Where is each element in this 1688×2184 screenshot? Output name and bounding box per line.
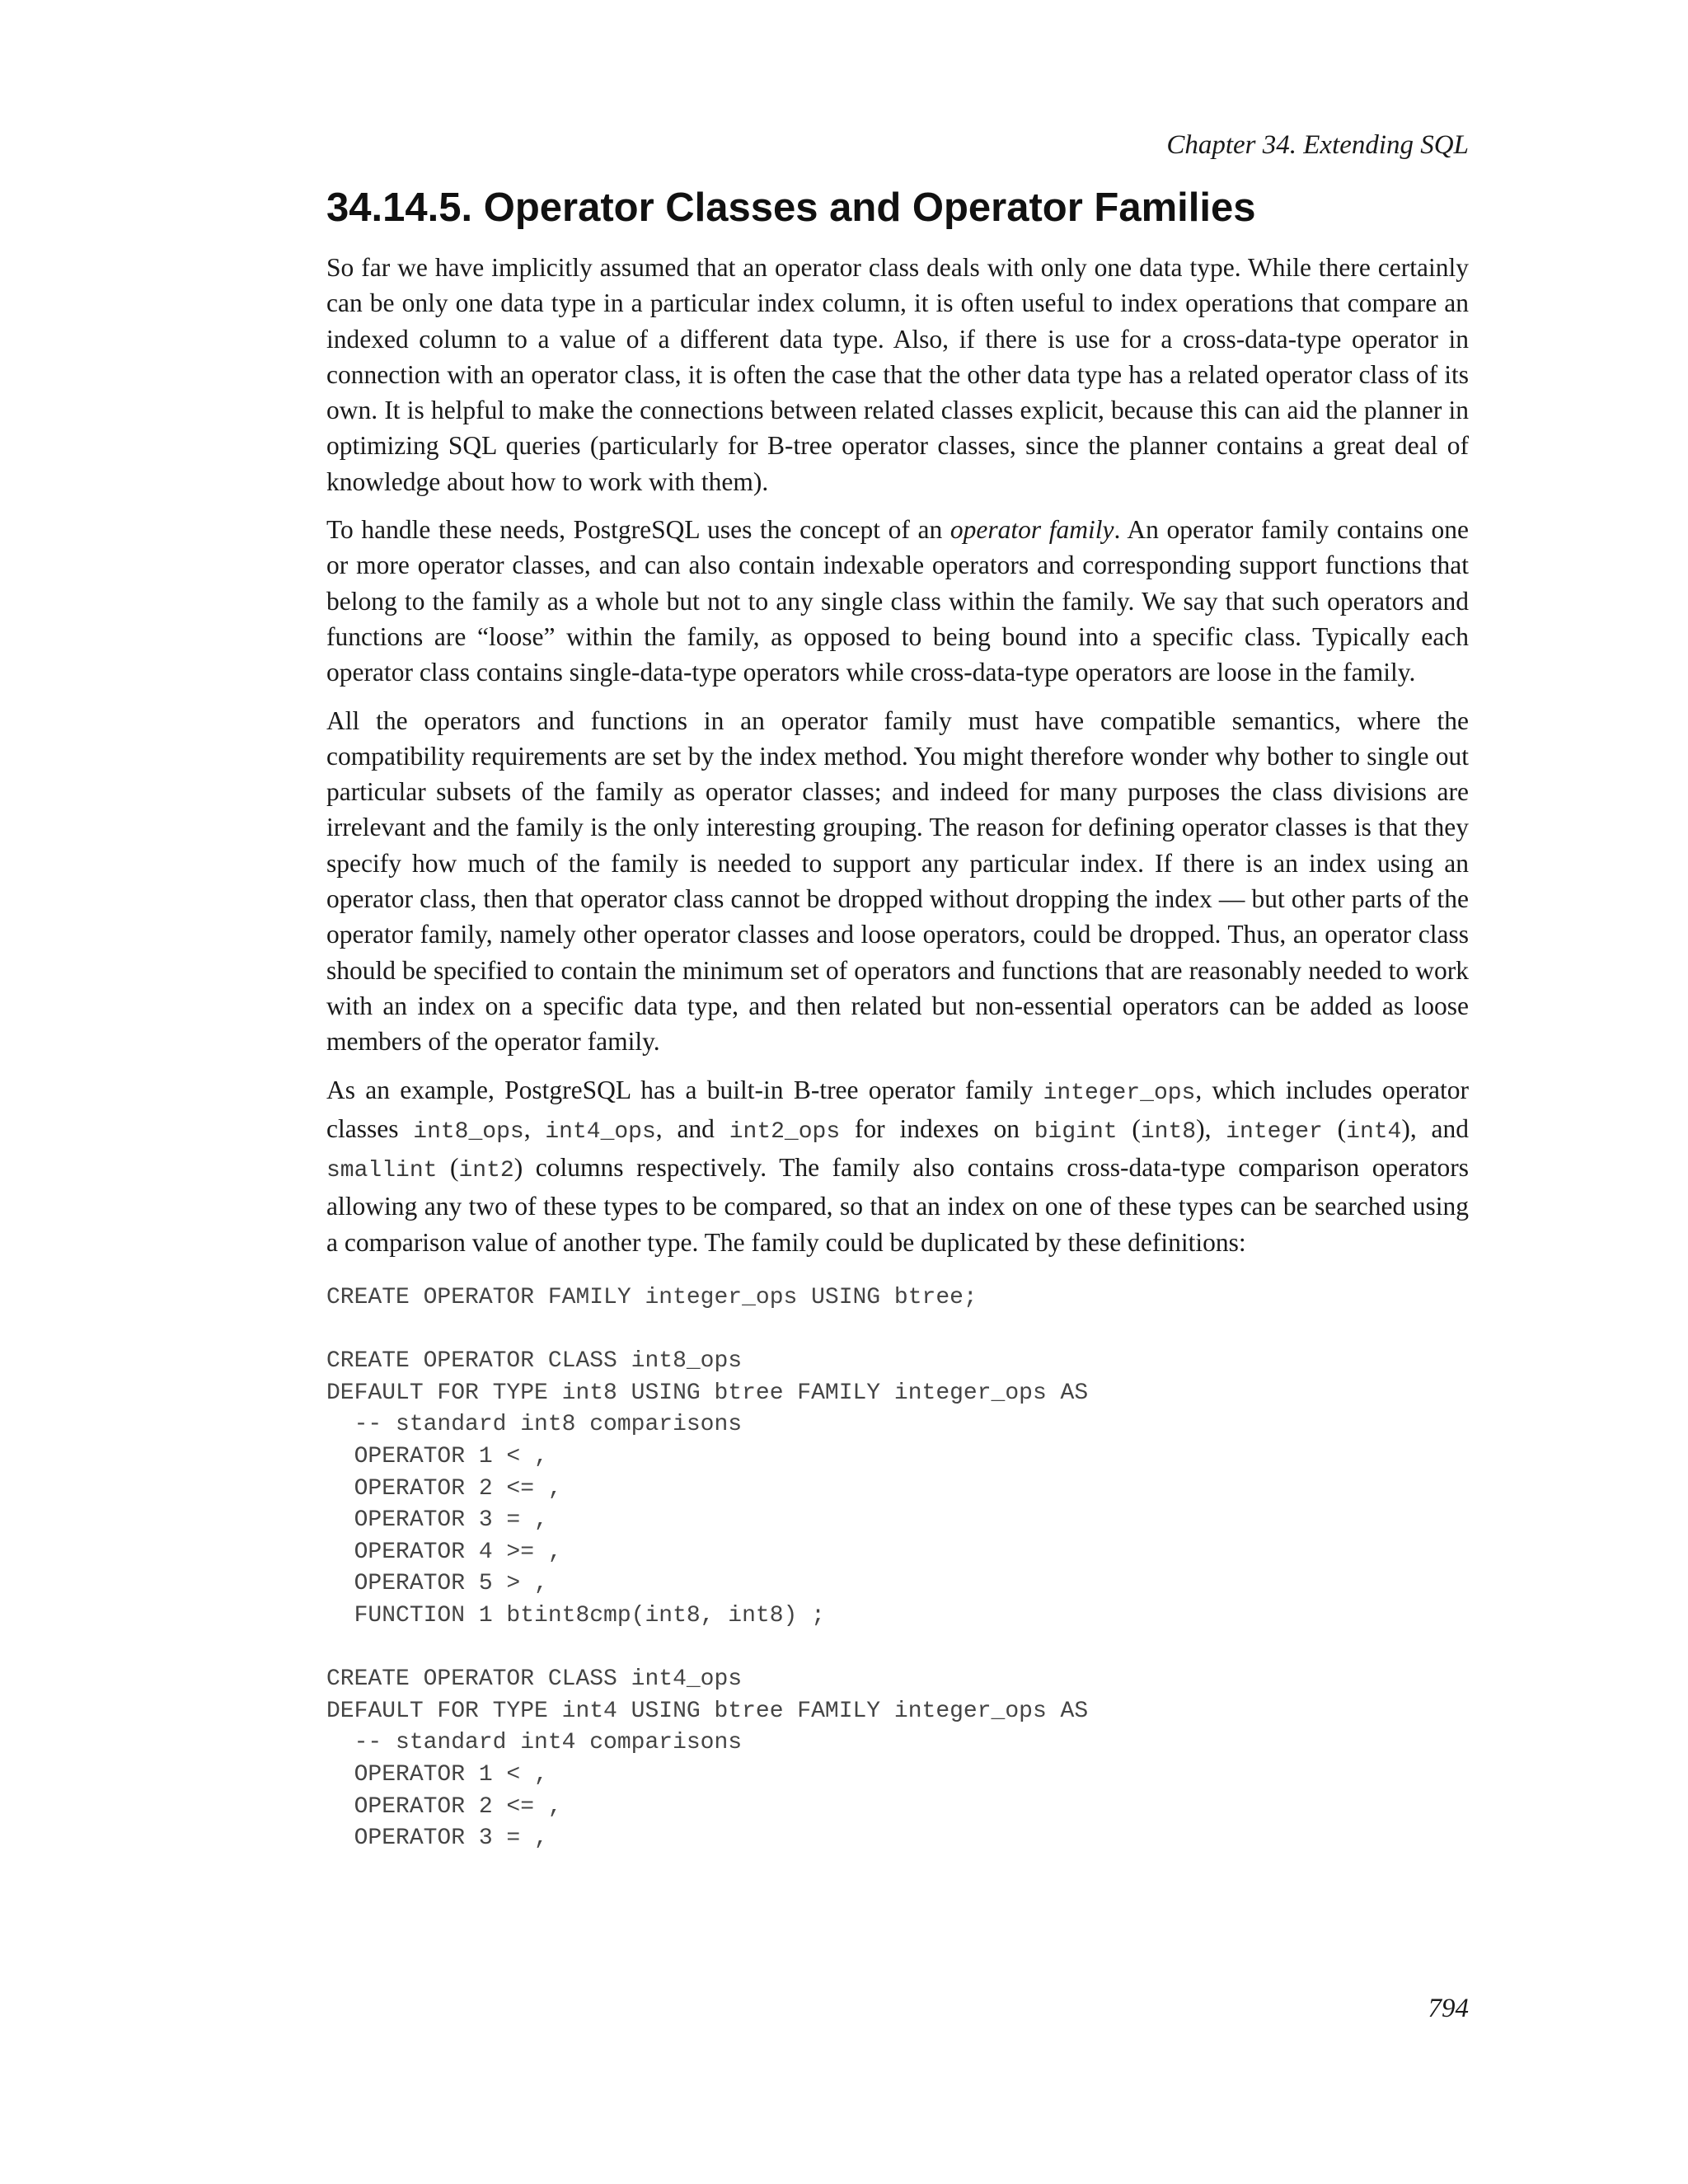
code-line: OPERATOR 1 < , <box>326 1443 548 1469</box>
running-header: Chapter 34. Extending SQL <box>1166 130 1469 160</box>
code-line: CREATE OPERATOR CLASS int4_ops <box>326 1666 743 1693</box>
code-line: CREATE OPERATOR CLASS int8_ops <box>326 1348 743 1375</box>
paragraph-2 <box>326 512 1469 690</box>
text-span: . An operator family contains one or more operator classes, and can also contain indexable operators and corresponding support functions that belong to the family as a whole but not to any single class within the family. We say that such operators and functions are “loose” within the family, as opposed to being bound into a specific class. Typically each operator class contains single-data-type operators while cross-data-type operators are loose in the family. <box>326 515 1469 687</box>
code-line: DEFAULT FOR TYPE int4 USING btree FAMILY integer_ops AS <box>326 1698 1089 1724</box>
code-line: OPERATOR 4 >= , <box>326 1539 562 1565</box>
text-span: , which includes operator classes <box>326 1075 1469 1143</box>
emphasis-term: operator family <box>950 515 1114 545</box>
code-line: OPERATOR 1 < , <box>326 1761 548 1788</box>
text-span: ), <box>1196 1113 1226 1143</box>
paragraph-4 <box>326 1072 1469 1260</box>
text-span: , and <box>655 1113 729 1143</box>
text-span: As an example, PostgreSQL has a built-in B-tree operator family <box>326 1075 1043 1104</box>
section-title: 34.14.5. Operator Classes and Operator Families <box>326 185 1256 230</box>
text-span: ) columns respectively. The family also contains cross-data-type comparison operators allowing any two of these types to be compared, so that an index on one of these types can be searched using a comparison value of another type. The family could be duplicated by these definitions: <box>326 1153 1469 1257</box>
paragraph-1: So far we have implicitly assumed that an operator class deals with only one data type. While there certainly can be only one data type in a particular index column, it is often useful to index operations that compare an indexed column to a value of a different data type. Also, if there is use for a cross-data-type operator in connection with an operator class, it is often the case that the other data type has a related operator class of its own. It is helpful to make the connections between related classes explicit, because this can aid the planner in optimizing SQL queries (particularly for B-tree operator classes, since the planner contains a great deal of knowledge about how to work with them). <box>326 253 1469 496</box>
text-span: To handle these needs, PostgreSQL uses the concept of an <box>326 515 950 545</box>
code-line: -- standard int4 comparisons <box>326 1730 743 1756</box>
inline-code: int2_ops <box>729 1118 841 1145</box>
code-line: OPERATOR 3 = , <box>326 1507 548 1534</box>
inline-code: integer <box>1226 1118 1323 1145</box>
text-span: ( <box>1117 1113 1141 1143</box>
code-line: OPERATOR 5 > , <box>326 1571 548 1597</box>
code-line: CREATE OPERATOR FAMILY integer_ops USING btree; <box>326 1285 978 1311</box>
inline-code: int4_ops <box>545 1118 656 1145</box>
inline-code: bigint <box>1034 1118 1118 1145</box>
page-number: 794 <box>1428 1994 1469 2023</box>
code-line: OPERATOR 3 = , <box>326 1825 548 1852</box>
code-line <box>326 1633 1469 1665</box>
code-line: DEFAULT FOR TYPE int8 USING btree FAMILY integer_ops AS <box>326 1380 1089 1406</box>
inline-code: int2 <box>458 1158 514 1184</box>
text-span: ( <box>437 1153 459 1183</box>
code-line: FUNCTION 1 btint8cmp(int8, int8) ; <box>326 1602 825 1629</box>
paragraph-3: All the operators and functions in an operator family must have compatible semantics, where the compatibility requirements are set by the index method. You might therefore wonder why bother to single out particular subsets of the family as operator classes; and indeed for many purposes the class divisions are irrelevant and the family is the only interesting grouping. The reason for defining operator classes is that they specify how much of the family is needed to support any particular index. If there is an index using an operator class, then that operator class cannot be dropped without dropping the index — but other parts of the operator family, namely other operator classes and loose operators, could be dropped. Thus, an operator class should be specified to contain the minimum set of operators and functions that are reasonably needed to work with an index on a specific data type, and then related but non-essential operators can be added as loose members of the operator family. <box>326 705 1469 1057</box>
body-text <box>326 250 1469 1855</box>
code-line: -- standard int8 comparisons <box>326 1412 743 1438</box>
inline-code: smallint <box>326 1158 438 1184</box>
inline-code: int8_ops <box>413 1118 524 1145</box>
text-span: , <box>523 1113 546 1143</box>
code-listing <box>326 1282 1469 1855</box>
code-line: OPERATOR 2 <= , <box>326 1793 562 1820</box>
code-line: OPERATOR 2 <= , <box>326 1475 562 1502</box>
inline-code: int8 <box>1140 1118 1197 1145</box>
text-span: for indexes on <box>840 1113 1034 1143</box>
text-span: ), and <box>1401 1113 1469 1143</box>
inline-code: integer_ops <box>1043 1080 1196 1106</box>
inline-code: int4 <box>1346 1118 1402 1145</box>
text-span: ( <box>1322 1113 1347 1143</box>
code-line <box>326 1315 1469 1347</box>
